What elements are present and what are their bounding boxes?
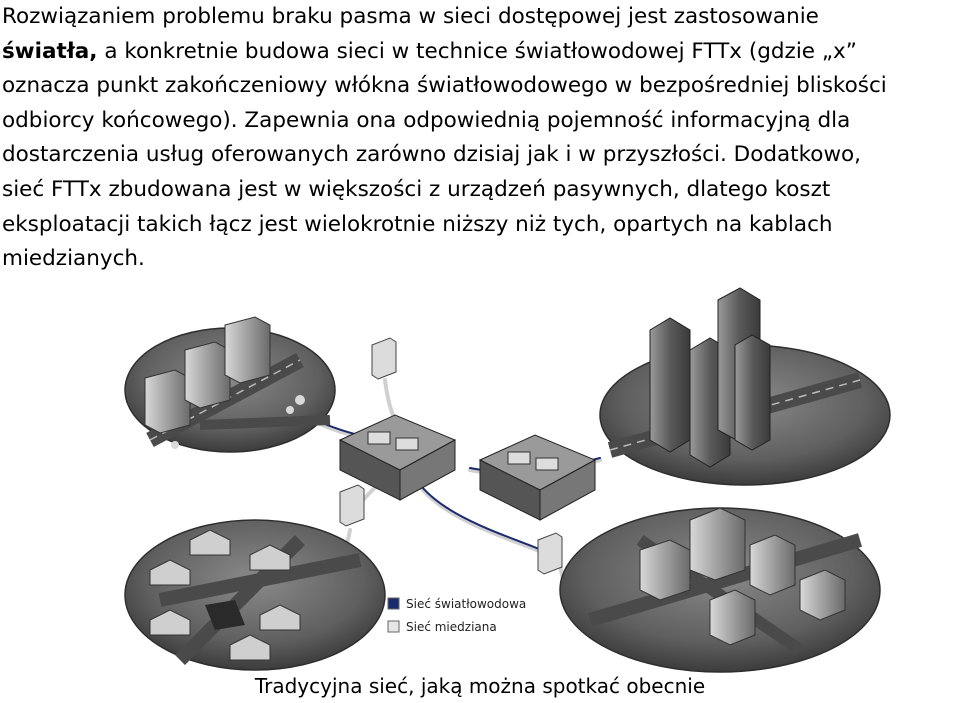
paragraph-line-5: dostarczenia usług oferowanych zarówno dzisiaj jak i w przyszłości. Dodatkowo,	[2, 142, 862, 168]
skyscraper	[650, 318, 690, 452]
apartment-building	[185, 342, 230, 408]
figure-caption: Tradycyjna sieć, jaką można spotkać obecnie	[254, 674, 706, 698]
bold-word: światła,	[2, 38, 98, 64]
town-building	[640, 540, 690, 600]
paragraph-line-7: eksploatacji takich łącz jest wielokrotnie niższy niż tych, opartych na kablach	[2, 211, 833, 237]
paragraph-line-1: Rozwiązaniem problemu braku pasma w sieci dostępowej jest zastosowanie	[2, 4, 819, 29]
district-houses	[125, 520, 385, 670]
town-building	[800, 570, 845, 620]
paragraph-line-6: sieć FTTx zbudowana jest w większości z urządzeń pasywnych, dlatego koszt	[2, 176, 831, 202]
legend	[388, 597, 526, 634]
district-skyscrapers	[600, 288, 890, 485]
paragraph-line-4: odbiorcy końcowego). Zapewnia ona odpowiednią pojemność informacyjną dla	[2, 107, 851, 133]
skyscraper	[735, 335, 770, 450]
paragraph-line-2-rest: a konkretnie budowa sieci w technice światłowodowej FTTx (gdzie „x”	[97, 38, 857, 64]
central-office-right	[480, 435, 595, 520]
district-town	[560, 508, 880, 672]
town-building	[750, 535, 795, 595]
paragraph-line-8: miedzianych.	[2, 246, 145, 272]
legend-copper-swatch	[388, 621, 399, 632]
town-building	[710, 590, 755, 645]
district-apartments	[125, 317, 335, 452]
legend-copper-label: Sieć miedziana	[406, 620, 497, 634]
street-cabinet	[538, 533, 562, 574]
town-building	[690, 508, 745, 580]
legend-fiber-label: Sieć światłowodowa	[406, 597, 527, 611]
legend-fiber-swatch	[388, 598, 399, 609]
street-cabinet	[340, 485, 364, 526]
paragraph-line-3: oznacza punkt zakończeniowy włókna światłowodowego w bezpośredniej bliskości	[2, 73, 887, 99]
street-cabinet	[372, 338, 396, 379]
apartment-building	[225, 317, 270, 383]
apartment-building	[145, 370, 190, 433]
